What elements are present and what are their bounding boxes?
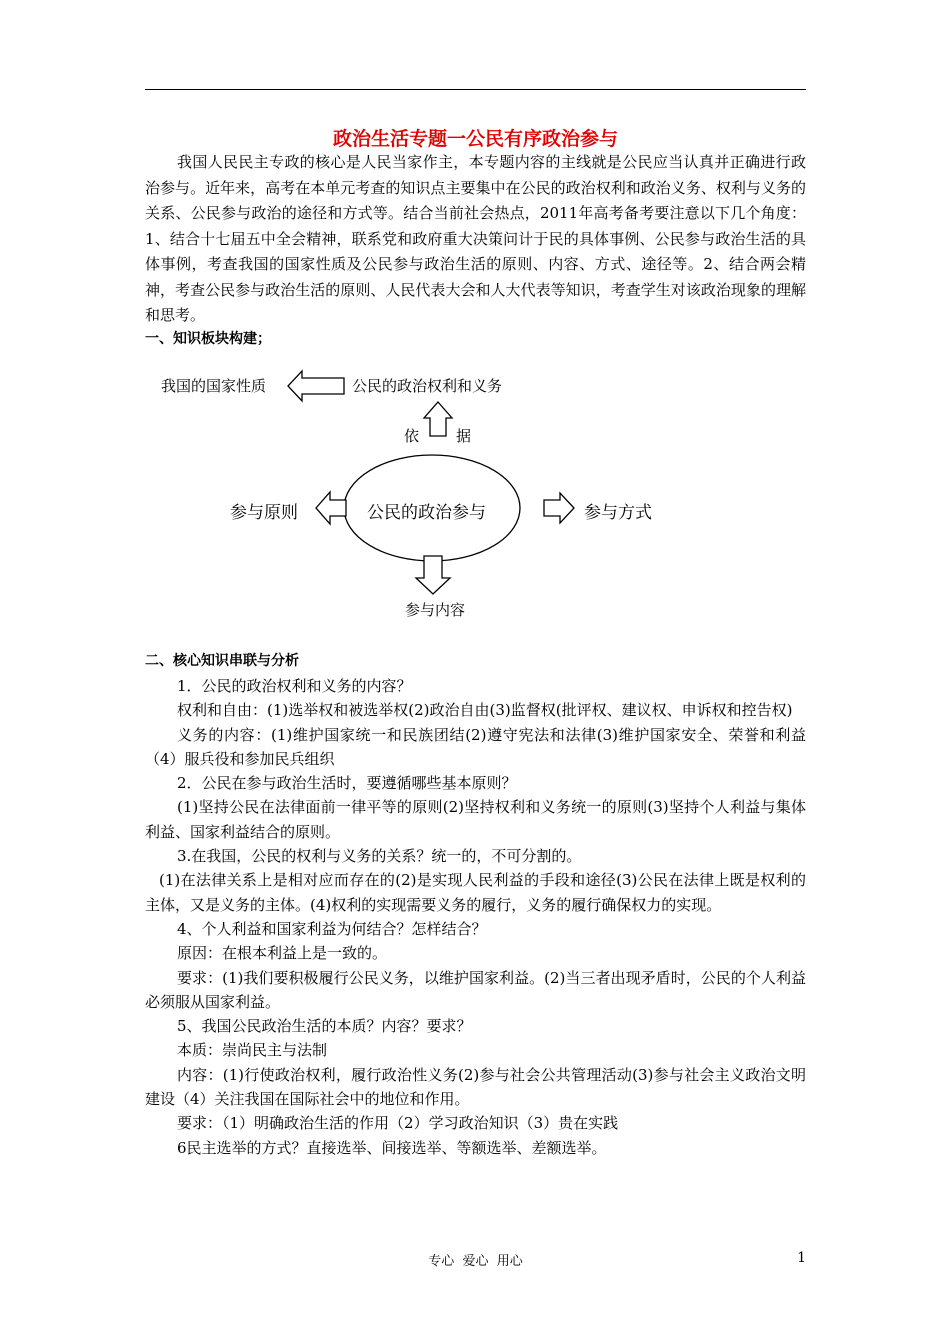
label-methods: 参与方式 [584, 503, 652, 523]
label-rights-duties: 公民的政治权利和义务 [352, 377, 503, 395]
body-paragraph: (1)坚持公民在法律面前一律平等的原则(2)坚持权利和义务统一的原则(3)坚持个人利益与集体利益、国家利益结合的原则。 [145, 798, 806, 841]
page-number: 1 [797, 1250, 806, 1266]
label-national-nature: 我国的国家性质 [161, 377, 267, 395]
body-paragraph: 3.在我国，公民的权利与义务的关系？统一的，不可分割的。 [177, 847, 582, 866]
core-knowledge-body [145, 674, 806, 1160]
body-paragraph: (1)在法律关系上是相对应而存在的(2)是实现人民利益的手段和途径(3)公民在法律上既是权利的主体，又是义务的主体。(4)权利的实现需要义务的履行，义务的履行确保权力的实现。 [145, 871, 806, 914]
body-paragraph: 6民主选举的方式？直接选举、间接选举、等额选举、差额选举。 [177, 1138, 607, 1157]
arrow-left-principles [316, 492, 346, 524]
page-footer: 专心 爱心 用心 [428, 1254, 523, 1269]
section-heading-core-knowledge: 二、核心知识串联与分析 [145, 653, 299, 669]
body-paragraph: 义务的内容：(1)维护国家统一和民族团结(2)遵守宪法和法律(3)维护国家安全、荣誉和利益（4）服兵役和参加民兵组织 [145, 725, 806, 768]
body-paragraph: 2．公民在参与政治生活时，要遵循哪些基本原则？ [177, 774, 517, 793]
label-basis-left: 依 [404, 427, 420, 445]
intro-paragraph: 我国人民民主专政的核心是人民当家作主，本专题内容的主线就是公民应当认真并正确进行政治参与。近年来，高考在本单元考查的知识点主要集中在公民的政治权利和政治义务、权利与义务的关系、公民参与政治的途径和方式等。结合当前社会热点，2011年高考备考要注意以下几个角度：1、结合十七届五中全会精神，联系党和政府重大决策问计于民的具体事例、公民参与政治生活的具体事例，考查我国的国家性质及公民参与政治生活的原则、内容、方式、途径等。2、结合两会精神，考查公民参与政治生活的原则、人民代表大会和人大代表等知识，考查学生对该政治现象的理解和思考。 [145, 153, 806, 324]
body-paragraph: 原因：在根本利益上是一致的。 [177, 944, 388, 963]
arrow-right-methods [544, 493, 574, 523]
body-paragraph: 本质：崇尚民主与法制 [177, 1041, 328, 1060]
body-paragraph: 要求：（1）明确政治生活的作用（2）学习政治知识（3）贵在实践 [177, 1114, 619, 1133]
arrow-down-content [416, 556, 450, 594]
label-basis-right: 据 [456, 427, 472, 445]
knowledge-diagram [0, 0, 950, 660]
body-paragraph: 5、我国公民政治生活的本质？内容？要求？ [177, 1017, 472, 1036]
arrow-up-basis [424, 402, 452, 436]
body-paragraph: 1．公民的政治权利和义务的内容？ [177, 677, 412, 695]
section-heading-knowledge-structure: 一、知识板块构建； [145, 331, 271, 347]
body-paragraph: 权利和自由：(1)选举权和被选举权(2)政治自由(3)监督权(批评权、建议权、申诉权和控告权) [177, 701, 793, 720]
label-center-participation: 公民的政治参与 [367, 503, 486, 523]
arrow-left-top [288, 371, 344, 401]
document-title: 政治生活专题一公民有序政治参与 [332, 128, 618, 150]
label-content: 参与内容 [405, 601, 466, 619]
body-paragraph: 内容：(1)行使政治权利，履行政治性义务(2)参与社会公共管理活动(3)参与社会主义政治文明建设（4）关注我国在国际社会中的地位和作用。 [145, 1065, 806, 1109]
label-principles: 参与原则 [230, 503, 298, 523]
body-paragraph: 4、个人利益和国家利益为何结合？怎样结合？ [177, 919, 487, 938]
body-paragraph: 要求：(1)我们要积极履行公民义务，以维护国家利益。(2)当三者出现矛盾时，公民的个人利益必须服从国家利益。 [145, 968, 806, 1011]
